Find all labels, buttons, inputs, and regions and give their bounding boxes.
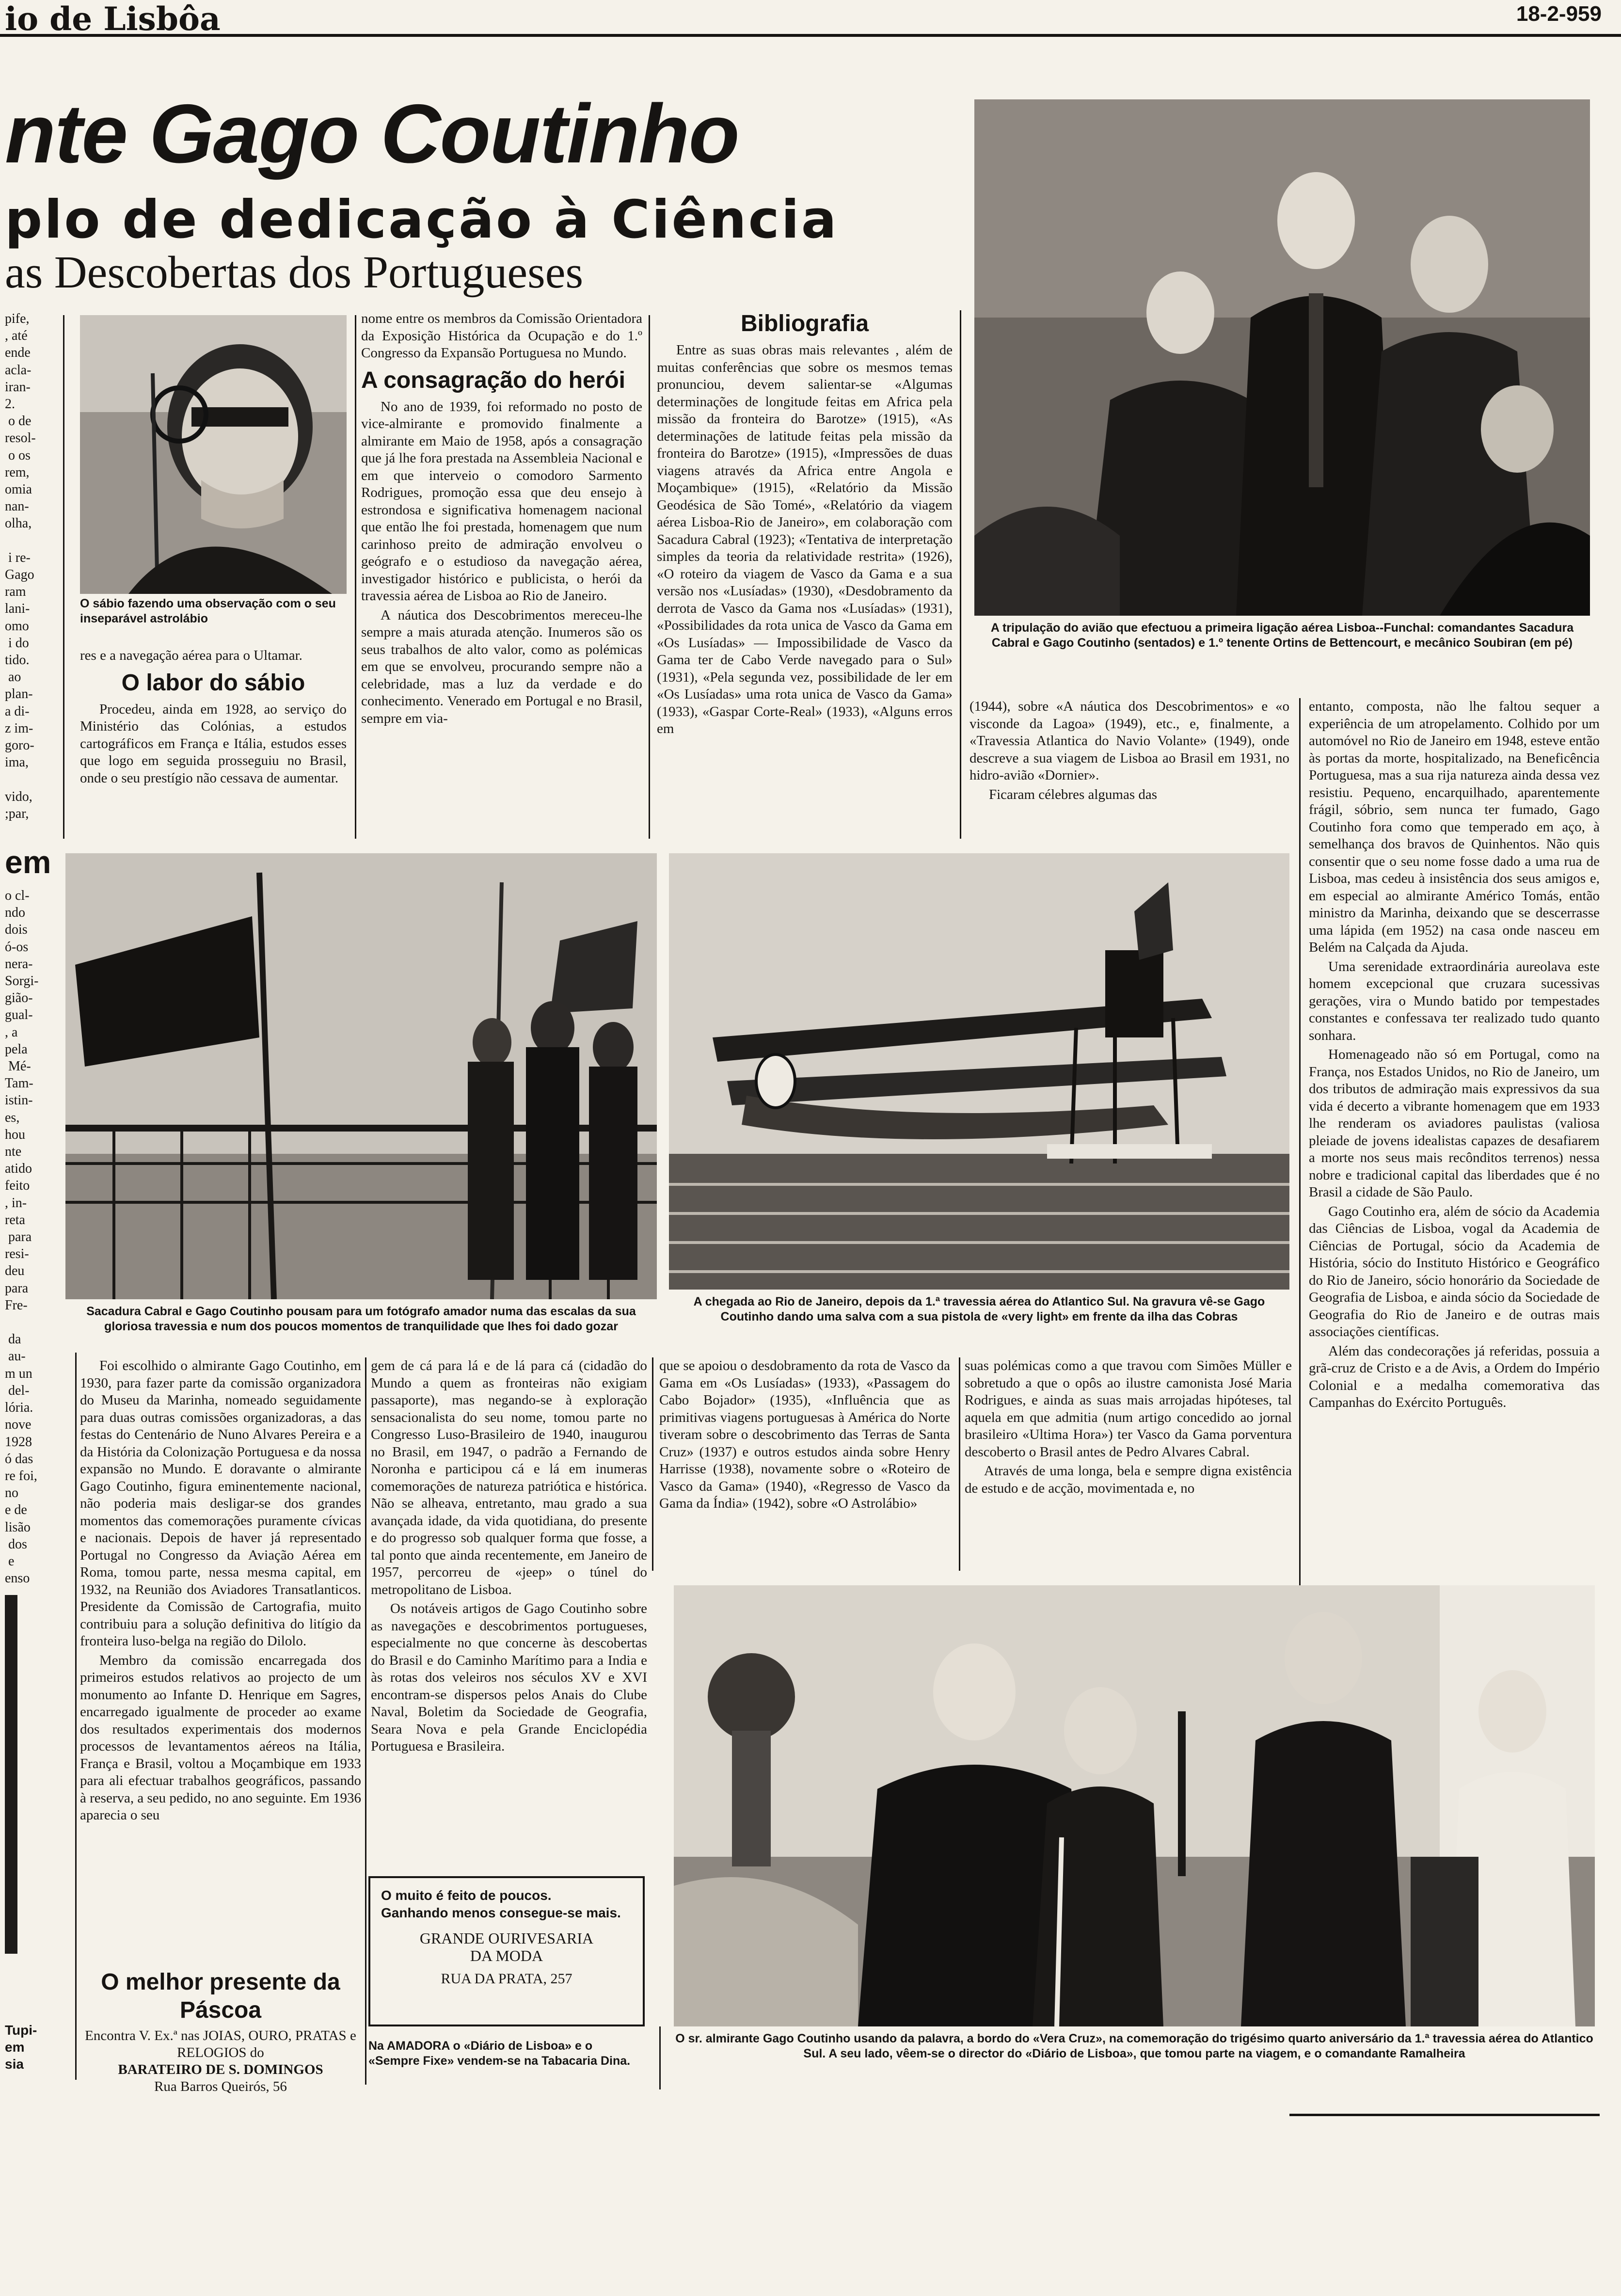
column-rule-left	[63, 315, 64, 839]
lower-column-3	[659, 1357, 950, 1576]
column-5-p5: Além das condecorações já referidas, possuia a grã-cruz de Cristo e a de Avis, a Ordem do Império Colonial e a medalha comemorativa das Campanhas do Exército Português.	[1309, 1343, 1600, 1410]
subheadline-secondary: as Descobertas dos Portugueses	[5, 247, 584, 298]
ship-deck-photo	[65, 853, 657, 1299]
ship-illustration	[65, 853, 657, 1299]
bottom-rule	[1289, 2114, 1600, 2116]
pascoa-ad-line-1: Encontra V. Ex.ª nas JOIAS, OURO, PRATAS e RELOGIOS do	[85, 2028, 356, 2060]
lower-column-1-p1: Foi escolhido o almirante Gago Coutinho, em 1930, para fazer parte da comissão organizadora do Museu da Marinha, nomeado seguidamente para duas outras comissões organizadoras, a das festas do Centenário de Nuno Alvares Pereira e a da História da Colonização Portuguesa e da nossa expansão no Mundo. E doravante o almirante Gago Coutinho, figura eminentemente nacional, não poderia mais desligar-se dos grandes momentos das comemorações puramente cívicas e nacionais. Depois de haver já representado Portugal no Congresso da Aviação Aérea em Roma, tomou parte, nessa mesma capital, em 1932, na Reunião dos Aviadores Transatlanticos. Presidente da Comissão de Cartografia, muito contribuiu para a solução definitiva do litígio da fronteira luso-belga na região do Dilolo.	[80, 1358, 361, 1649]
ourivesaria-ad-line-2: Ganhando menos consegue-se mais.	[381, 1905, 621, 1920]
lower-column-4-p1: suas polémicas como a que travou com Simões Müller e sobretudo a que o opôs ao ilustre camonista José Maria Rodrigues, e ainda as suas mais arrojadas hipóteses, tal aquela em que admitia (num artigo concedido ao jornal brasileiro «Ultima Hora») ter Vasco da Gama porventura descoberto o Brasil antes de Pedro Alvares Cabral.	[965, 1358, 1292, 1460]
crew-caption: A tripulação do avião que efectuou a primeira ligação aérea Lisboa--Funchal: comandantes Sacadura Cabral e Gago Coutinho (sentados) e 1.º tenente Ortins de Bettencourt, e mecânico Soubiran (em pé)	[990, 621, 1574, 650]
pascoa-ad-line-3: Rua Barros Queirós, 56	[154, 2079, 287, 2094]
left-fragment-heading: em	[5, 844, 51, 880]
lower-column-1-p2: Membro da comissão encarregada dos primeiros estudos relativos ao projecto de um monumento ao Infante D. Henrique em Sagres, encarregado igualmente de proceder ao exame dos resultados experimentais dos modernos processos de levantamentos aéreos na Itália, França e Brasil, voltou a Moçambique em 1933 para ali efectuar trabalhos geográficos, passando à reserva, a seu pedido, no ano seguinte. Em 1936 aparecia o seu	[80, 1652, 361, 1823]
crew-illustration	[974, 99, 1590, 616]
pascoa-ad-title: O melhor presente da Páscoa	[101, 1969, 340, 2023]
portrait-illustration	[80, 315, 347, 594]
ship-caption: Sacadura Cabral e Gago Coutinho pousam para um fotógrafo amador numa das escalas da sua gloriosa travessia e num dos poucos momentos de tranquilidade que lhes foi dado gozar	[86, 1305, 636, 1333]
column-5	[1309, 698, 1600, 1590]
column-2-intro: nome entre os membros da Comissão Orientadora da Exposição Histórica da Ocupação e do 1.º Congresso da Expansão Portuguesa no Mundo.	[361, 311, 642, 361]
bibliografia-paragraph: Entre as suas obras mais relevantes , além de muitas conferências que sobre os mesmos temas pronunciou, devem salientar-se «Algumas determinações de longitude feitas em Africa pela missão da fronteira do Barotze» (1915), «As determinações de latitude feitas pela missão da fronteira do Barotze» (1915), «Impressões de duas viagens através da Africa entre Angola e Moçambique» (1915), «Relatório da Missão Geodésica de São Tomé», «Relatório da viagem aérea Lisboa-Rio de Janeiro», em colaboração com Sacadura Cabral (1923); «Tentativa de interpretação simples da teoria da relatividade restrita» (1926), «O roteiro da viagem de Vasco da Gama e a sua versão nos «Lusíadas» (1930), «Desdobramento da derrota de Vasco da Gama nos «Lusíadas» (1931), «Possibilidades da rota unica de Vasco da Gama em «Os Lusíadas» — Impossibilidade de Vasco da Gama ter de Cabo Verde navegado para o Sul» (1931), «Pela segunda vez, possibilidade de ler em «Os Lusíadas» uma rota unica de Vasco da Gama» (1933), «Gaspar Corte-Real» (1933), «Alguns erros em	[657, 342, 953, 737]
astrolabe-portrait-photo	[80, 315, 347, 594]
ourivesaria-ad-name-1: GRANDE OURIVESARIA	[419, 1929, 594, 1947]
column-rule-lower-left	[75, 1353, 77, 2080]
ourivesaria-ad-line-1: O muito é feito de poucos.	[381, 1888, 552, 1903]
masthead	[0, 0, 1621, 37]
subheadline: plo de dedicação à Ciência	[5, 190, 839, 250]
pascoa-ad	[80, 1968, 361, 2095]
pascoa-ad-line-2: BARATEIRO DE S. DOMINGOS	[118, 2062, 323, 2077]
lower-column-3-p1: que se apoiou o desdobramento da rota de Vasco da Gama em «Os Lusíadas» (1933), «Passagem do Cabo Bojador» (1935), «Influência que as primitivas viagens portuguesas à América do Norte tiveram sobre o descobrimento das Terras de Santa Cruz» (1937) e outros estudos ainda sobre Henry Harrisse (1938), novamente sobre o «Roteiro de Vasco da Gama» (1940), «Regresso de Vasco da Gama da Índia» (1942), sobre «O Astrolábio»	[659, 1358, 950, 1511]
lower-column-4	[965, 1357, 1292, 1576]
left-margin-bar	[5, 1595, 17, 1954]
column-rule-3	[960, 310, 961, 839]
column-5-p2: Uma serenidade extraordinária aureolava este homem excepcional que cruzara sucessivas gerações, vira o Mundo batido por tempestades constantes e confessava ter realizado tudo quanto sonhara.	[1309, 958, 1600, 1043]
column-rule-lower-2	[652, 1357, 653, 1571]
column-2	[361, 310, 642, 839]
lower-column-2-p1: gem de cá para lá e de lá para cá (cidadão do Mundo a quem as fronteiras não exigiam passaporte), mas negando-se à exploração sensacionalista do seu nome, tomou parte no Congresso Luso-Brasileiro de 1940, inaugurou no Brasil, em 1947, o padrão a Fernando de Noronha e participou cá e lá em inumeras comemorações de natureza patriótica e histórica. Não se alheava, entretanto, mau grado a sua avançada idade, da vida quotidiana, do presente e do progresso sob qualquer forma que fosse, a tal ponto que ainda recentemente, em Janeiro de 1957, percorreu de «jeep» o túnel do metropolitano de Lisboa.	[371, 1358, 647, 1597]
lower-column-1	[80, 1357, 361, 1961]
column-rule-1	[355, 315, 356, 839]
column-rule-lower-1	[365, 1357, 366, 2085]
seaplane-caption: A chegada ao Rio de Janeiro, depois da 1.ª travessia aérea do Atlantico Sul. Na gravura vê-se Gago Coutinho dando uma salva com a sua pistola de «very light» em frente da ilha das Cobras	[693, 1295, 1265, 1323]
labor-heading: O labor do sábio	[121, 670, 305, 696]
column-3	[657, 305, 953, 839]
consagracao-heading: A consagração do herói	[361, 367, 626, 393]
ceremony-caption: O sr. almirante Gago Coutinho usando da palavra, a bordo do «Vera Cruz», na comemoração do trigésimo quarto aniversário da 1.ª travessia aérea do Atlantico Sul. A seu lado, vêem-se o director do «Diário de Lisboa», que tomou parte na viagem, e o comandante Ramalheira	[675, 2032, 1593, 2060]
column-rule-lower-4	[659, 2026, 661, 2089]
ourivesaria-ad-address: RUA DA PRATA, 257	[441, 1971, 572, 1987]
ourivesaria-ad	[368, 1876, 645, 2026]
left-fragment-bottom: Tupi- em sia	[5, 2023, 37, 2072]
bibliografia-heading: Bibliografia	[740, 311, 869, 336]
ceremony-photo	[674, 1585, 1595, 2026]
column-rule-lower-3	[959, 1357, 960, 1571]
consagracao-paragraph-1: No ano de 1939, foi reformado no posto de vice-almirante e promovido finalmente a almirante em Maio de 1958, após a consagração que já lhe fora prestada na Assembleia Nacional e em que interveio o comodoro Sarmento Rodrigues, promoção essa que deu ensejo à estrondosa e significativa homenagem nacional que então lhe foi prestada, homenagem que num carinhoso preito de admiração envolveu o geógrafo e o estudioso da navegação aérea, investigador histórico e publicista, o herói da travessia aérea de Lisboa ao Rio de Janeiro.	[361, 399, 642, 604]
amadora-notice: Na AMADORA o «Diário de Lisboa» e o «Sempre Fixe» vendem-se na Tabacaria Dina.	[368, 2039, 631, 2068]
labor-paragraph: Procedeu, ainda em 1928, ao serviço do Ministério das Colónias, a estudos cartográficos em França e Itália, estudos esses que logo em seguida prosseguiu no Brasil, onde o seu prestígio não cessava de aumentar.	[80, 701, 347, 786]
ceremony-illustration	[674, 1585, 1595, 2026]
left-fragment-mid: o cl- ndo dois ó-os nera- Sorgi- gião- gual- , a pela Mé- Tam- istin- es, hou nte atido feito , in- reta para resi- deu para Fre- da au- m un del- lória. nove 1928 ó das re foi, no e de lisão dos e enso	[5, 888, 39, 1585]
left-fragment-top: pife, , até ende acla- iran- 2. o de resol- o os rem, omia nan- olha, i re- Gago ram lani- omo i do tido. ao plan- a di- z im- goro- ima, vido, ;par,	[5, 311, 36, 821]
column-1-tail: res e a navegação aérea para o Ultamar.	[80, 648, 302, 663]
portrait-caption: O sábio fazendo uma observação com o seu inseparável astrolábio	[80, 597, 336, 625]
crew-photo	[974, 99, 1590, 616]
ourivesaria-ad-name-2: DA MODA	[470, 1947, 543, 1964]
column-4-top-text: (1944), sobre «A náutica dos Descobrimentos» e «o visconde da Lagoa» (1949), etc., e, finalmente, a «Travessia Atlantica do Navio Volante» (1949), onde descreve a sua viagem de Lisboa ao Brasil em 1931, no hidro-avião «Dornier».	[969, 699, 1289, 783]
column-4-top-text-2: Ficaram célebres algumas das	[989, 786, 1158, 802]
lower-column-4-p2: Através de uma longa, bela e sempre digna existência de estudo e de acção, movimentada e, no	[965, 1463, 1292, 1496]
column-rule-4	[1299, 698, 1301, 1600]
column-4-top	[969, 698, 1289, 839]
masthead-date: 18-2-959	[1516, 2, 1602, 26]
lower-column-2-p2: Os notáveis artigos de Gago Coutinho sobre as navegações e descobrimentos portugueses, especialmente no que concerne às descobertas do Brasil e do Caminho Marítimo para a India e às rotas dos veleiros nos séculos XV e XVI encontram-se dispersos pelos Anais do Clube Naval, Boletim da Sociedade de Geografia, Seara Nova e pela Grande Enciclopédia Portuguesa e Brasileira.	[371, 1601, 647, 1754]
column-5-p4: Gago Coutinho era, além de sócio da Academia das Ciências de Lisboa, vogal da Academia de Ciências de Portugal, sócio da Academia de História, sócio do Instituto Histórico e Geográfico do Rio de Janeiro, sócio honorário da Sociedade de Geografia de Lisboa, e ainda sócio da Sociedade de Geografia do Rio de Janeiro e de outras mais associações científicas.	[1309, 1203, 1600, 1339]
column-1	[80, 647, 347, 836]
consagracao-paragraph-2: A náutica dos Descobrimentos mereceu-lhe sempre a mais aturada atenção. Inumeros são os seus trabalhos de alto valor, como as polémicas em que se envolveu, procurando sempre não a celebridade, mas a luz da verdade e do conhecimento. Venerado em Portugal e no Brasil, sempre em via-	[361, 607, 642, 726]
seaplane-photo	[669, 853, 1289, 1290]
main-headline: nte Gago Coutinho	[5, 87, 739, 180]
seaplane-illustration	[669, 853, 1289, 1290]
lower-column-2	[371, 1357, 647, 1850]
masthead-title: io de Lisbôa	[5, 0, 221, 38]
column-5-p1: entanto, composta, não lhe faltou sequer a experiência de um atropelamento. Colhido por um automóvel no Rio de Janeiro em 1948, esteve então às portas da morte, hospitalizado, na Beneficência Portuguesa, mas a sua rija natureza ainda dessa vez resistiu. Pequeno, encarquilhado, aparentemente frágil, sóbrio, sem nunca ter fumado, Gago Coutinho fora como que temperado em aço, à semelhança dos bravos de Quinhentos. Não quis consentir que o seu nome fosse dado a uma rua de Lisboa, mas cedeu à insistência dos seus amigos e, em especial ao almirante Américo Tomás, então ministro da Marinha, deixando que se descerrasse uma lápida (em 1952) na casa onde nasceu em Belém na Calçada da Ajuda.	[1309, 699, 1600, 955]
column-rule-2	[649, 315, 650, 839]
column-5-p3: Homenageado não só em Portugal, como na França, nos Estados Unidos, no Rio de Janeiro, um dos tributos de admiração mais expressivos da sua vida é decerto a vibrante homenagem que em 1933 lhe renderam os aviadores paulistas (valiosa pleiade de jovens idealistas capazes de desafiarem a morte nos seus mais recônditos terrenos) nessa nobre e tradicional capital das liberdades que é no Brasil a cidade de São Paulo.	[1309, 1047, 1600, 1200]
